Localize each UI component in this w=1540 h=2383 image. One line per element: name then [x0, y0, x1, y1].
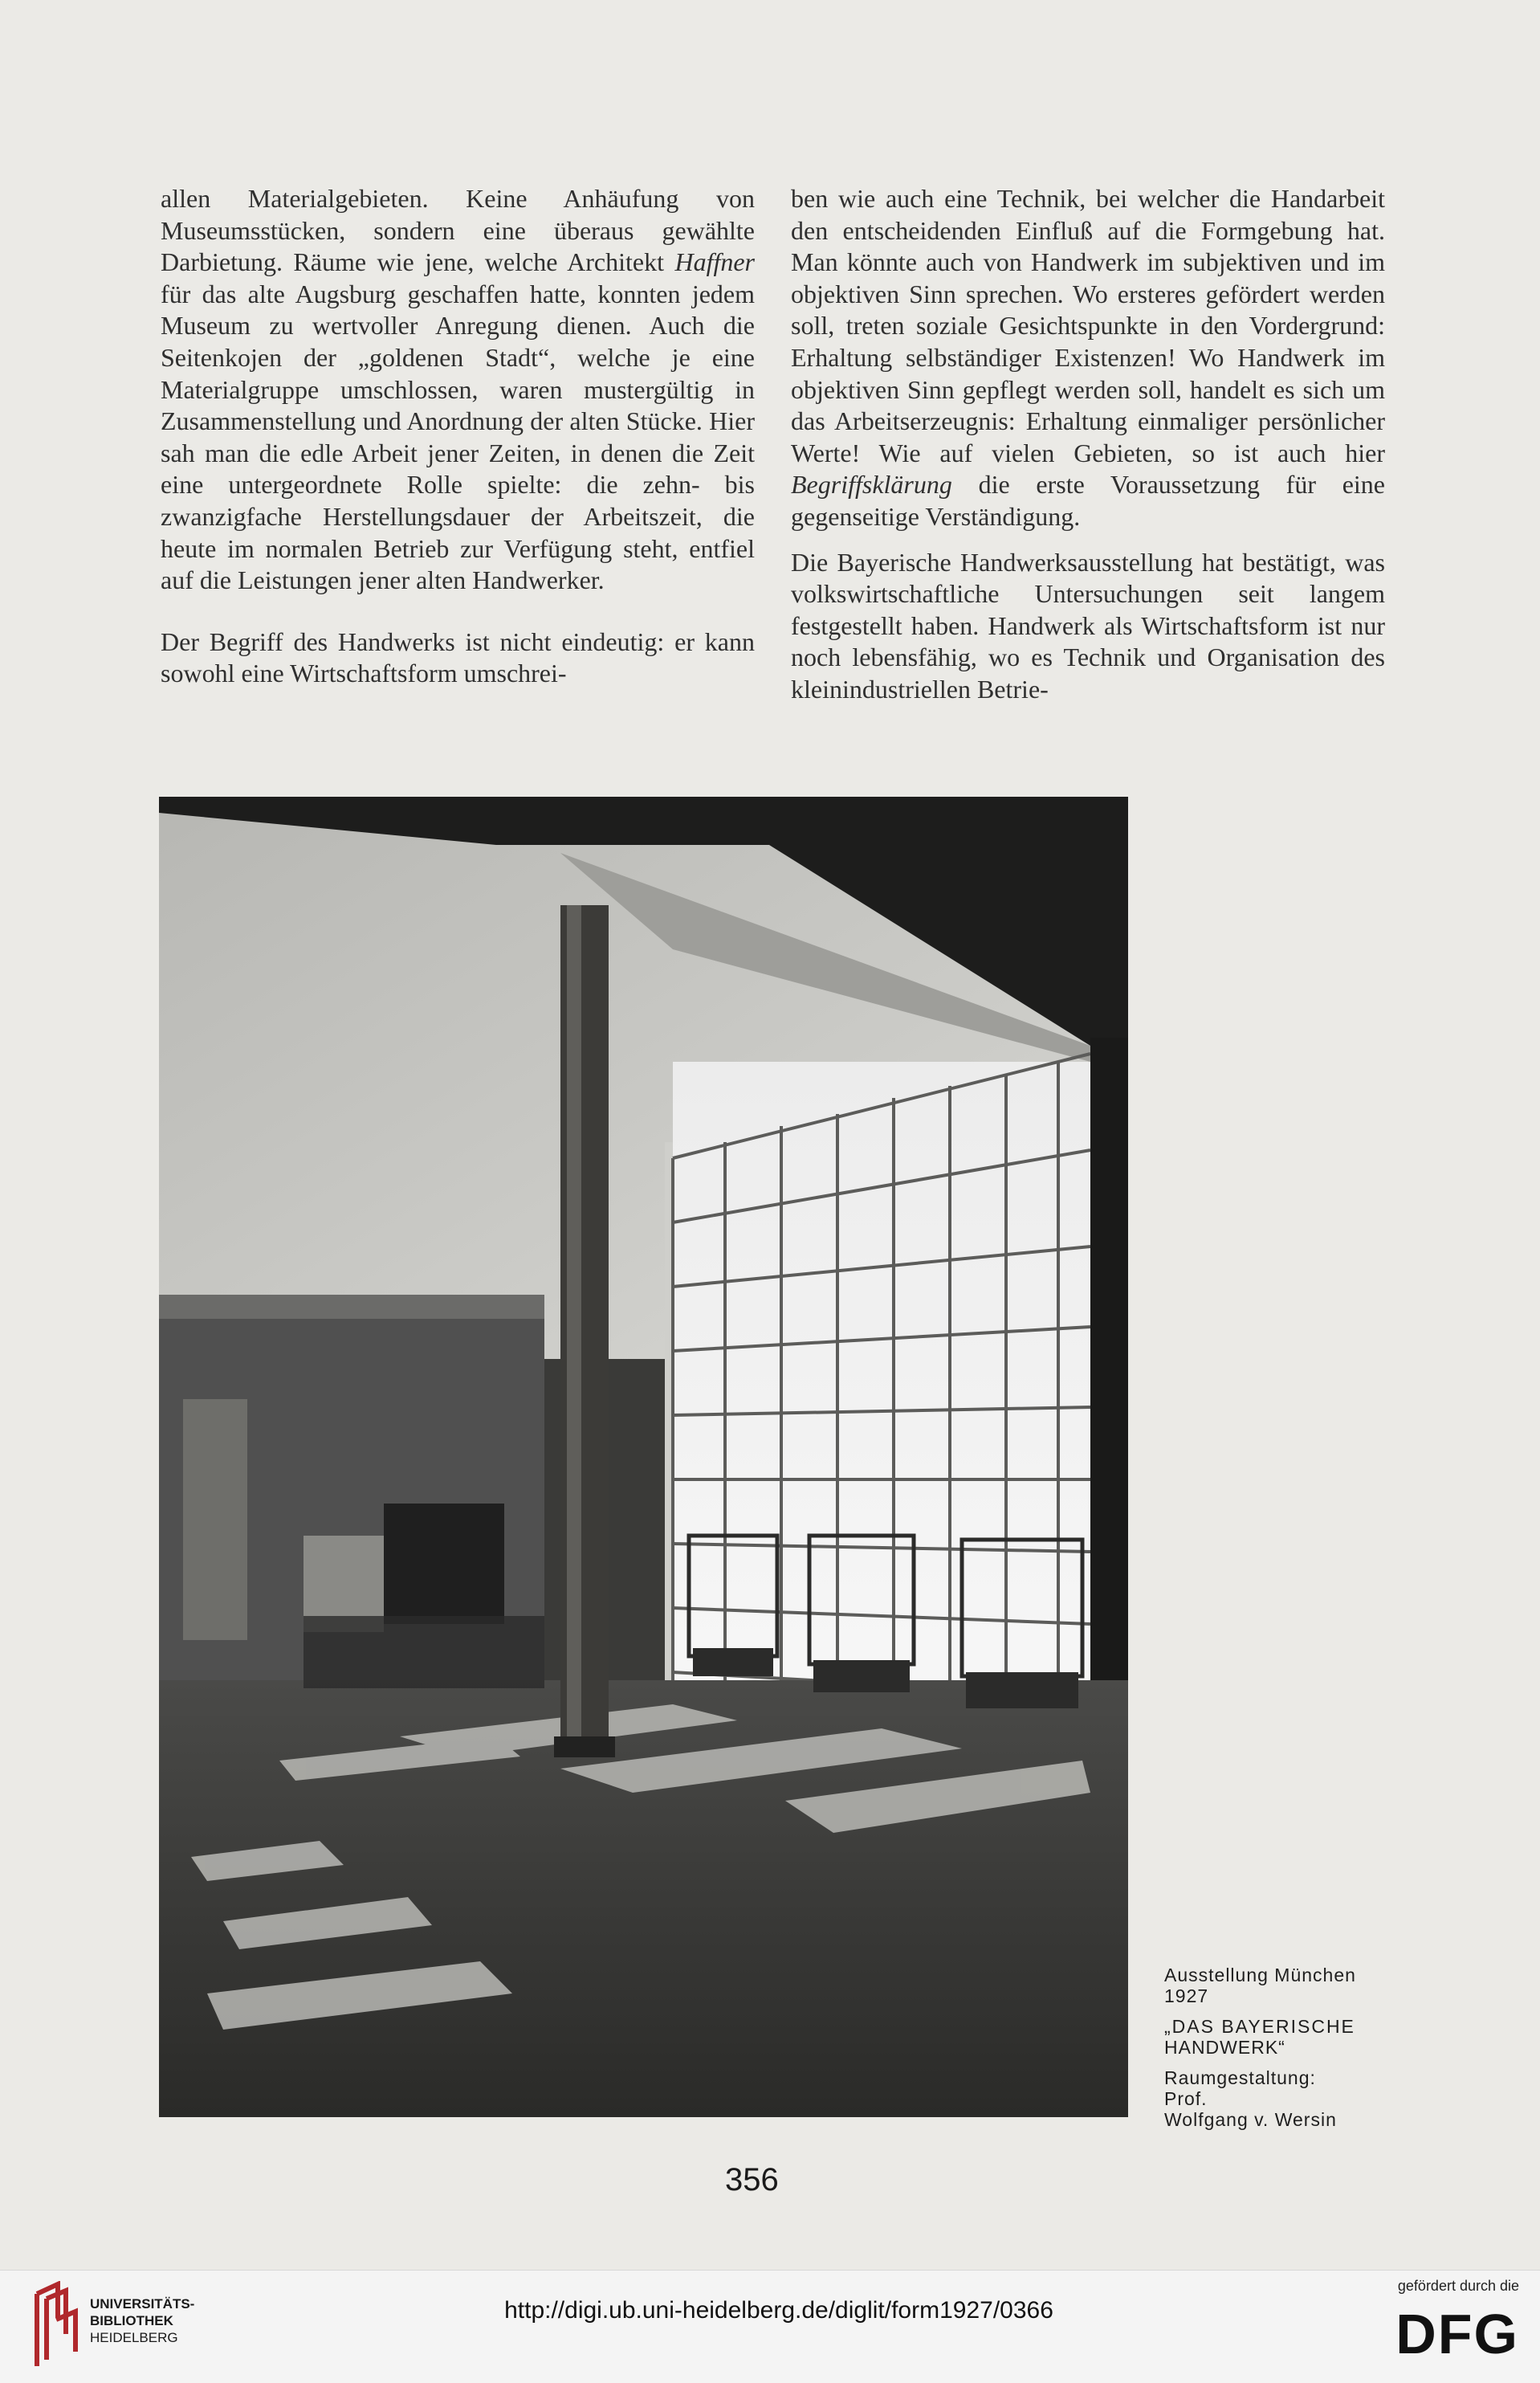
- dfg-logo[interactable]: DFG: [1395, 2303, 1519, 2365]
- text-column-left: [161, 183, 755, 690]
- photo-illustration: [159, 797, 1128, 2117]
- caption-credit: Wolfgang v. Wersin: [1164, 2109, 1337, 2130]
- page-number: 356: [725, 2162, 779, 2197]
- caption-title: „DAS BAYERISCHE: [1164, 2016, 1355, 2037]
- exhibition-hall-photo: [159, 797, 1128, 2117]
- text-column-right: [791, 183, 1385, 706]
- paragraph: Die Bayerische Handwerksausstellung hat bestätigt, was volkswirtschaftliche Untersuchungen seit langem festgestellt haben. Handwerk als Wirtschaftsform ist nur noch lebensfähig, wo es Technik und Organisation des kleinindustriellen Betrie-: [791, 547, 1385, 704]
- paragraph: ben wie auch eine Technik, bei welcher die Handarbeit den entscheidenden Einfluß auf die Formgebung hat. Man könnte auch von Handwerk im subjektiven und im objektiven Sinn sprechen. Wo ersteres gefördert werden soll, treten soziale Gesichtspunkte in den Vordergrund: Erhaltung selbständiger Existenzen! Wo Handwerk im objektiven Sinn gepflegt werden soll, handelt es sich um das Arbeitserzeugnis: Erhaltung einmaliger persönlicher Werte! Wie auf vielen Gebieten, so ist auch hier Begriffsklärung die erste Voraussetzung für eine gegenseitige Verständigung.: [791, 184, 1385, 531]
- caption-line: Ausstellung München: [1164, 1965, 1356, 1985]
- photo-caption: [1164, 1965, 1381, 2130]
- university-library-logo-icon[interactable]: [31, 2281, 82, 2369]
- caption-line: 1927: [1164, 1985, 1209, 2006]
- emphasis-term: Begriffsklärung: [791, 470, 952, 500]
- caption-credit: Prof.: [1164, 2088, 1208, 2109]
- caption-credit: Raumgestaltung:: [1164, 2067, 1316, 2088]
- caption-title: HANDWERK“: [1164, 2037, 1285, 2058]
- paragraph: Der Begriff des Handwerks ist nicht eindeutig: er kann sowohl eine Wirtschaftsform umschrei-: [161, 626, 755, 688]
- paragraph: allen Materialgebieten. Keine Anhäufung von Museumsstücken, sondern eine überaus gewählte Darbietung. Räume wie jene, welche Architekt Haffner für das alte Augsburg geschaffen hatte, konnten jedem Museum zu wertvoller Anregung dienen. Auch die Seitenkojen der „goldenen Stadt“, welche je eine Materialgruppe umschlossen, waren mustergültig in Zusammenstellung und Anordnung der alten Stücke. Hier sah man die edle Arbeit jener Zeiten, in denen die Zeit eine untergeordnete Rolle spielte: die zehn- bis zwanzigfache Herstellungsdauer der Arbeitszeit, die heute im normalen Betrieb zur Verfügung steht, entfiel auf die Leistungen jener alten Handwerker.: [161, 184, 755, 595]
- document-url-link[interactable]: http://digi.ub.uni-heidelberg.de/diglit/form1927/0366: [504, 2297, 1053, 2324]
- architect-name: Haffner: [674, 247, 755, 277]
- sponsor-label: gefördert durch die: [1397, 2278, 1519, 2294]
- viewer-footer: [0, 2270, 1540, 2383]
- library-name[interactable]: UNIVERSITÄTS- BIBLIOTHEK HEIDELBERG: [90, 2296, 195, 2345]
